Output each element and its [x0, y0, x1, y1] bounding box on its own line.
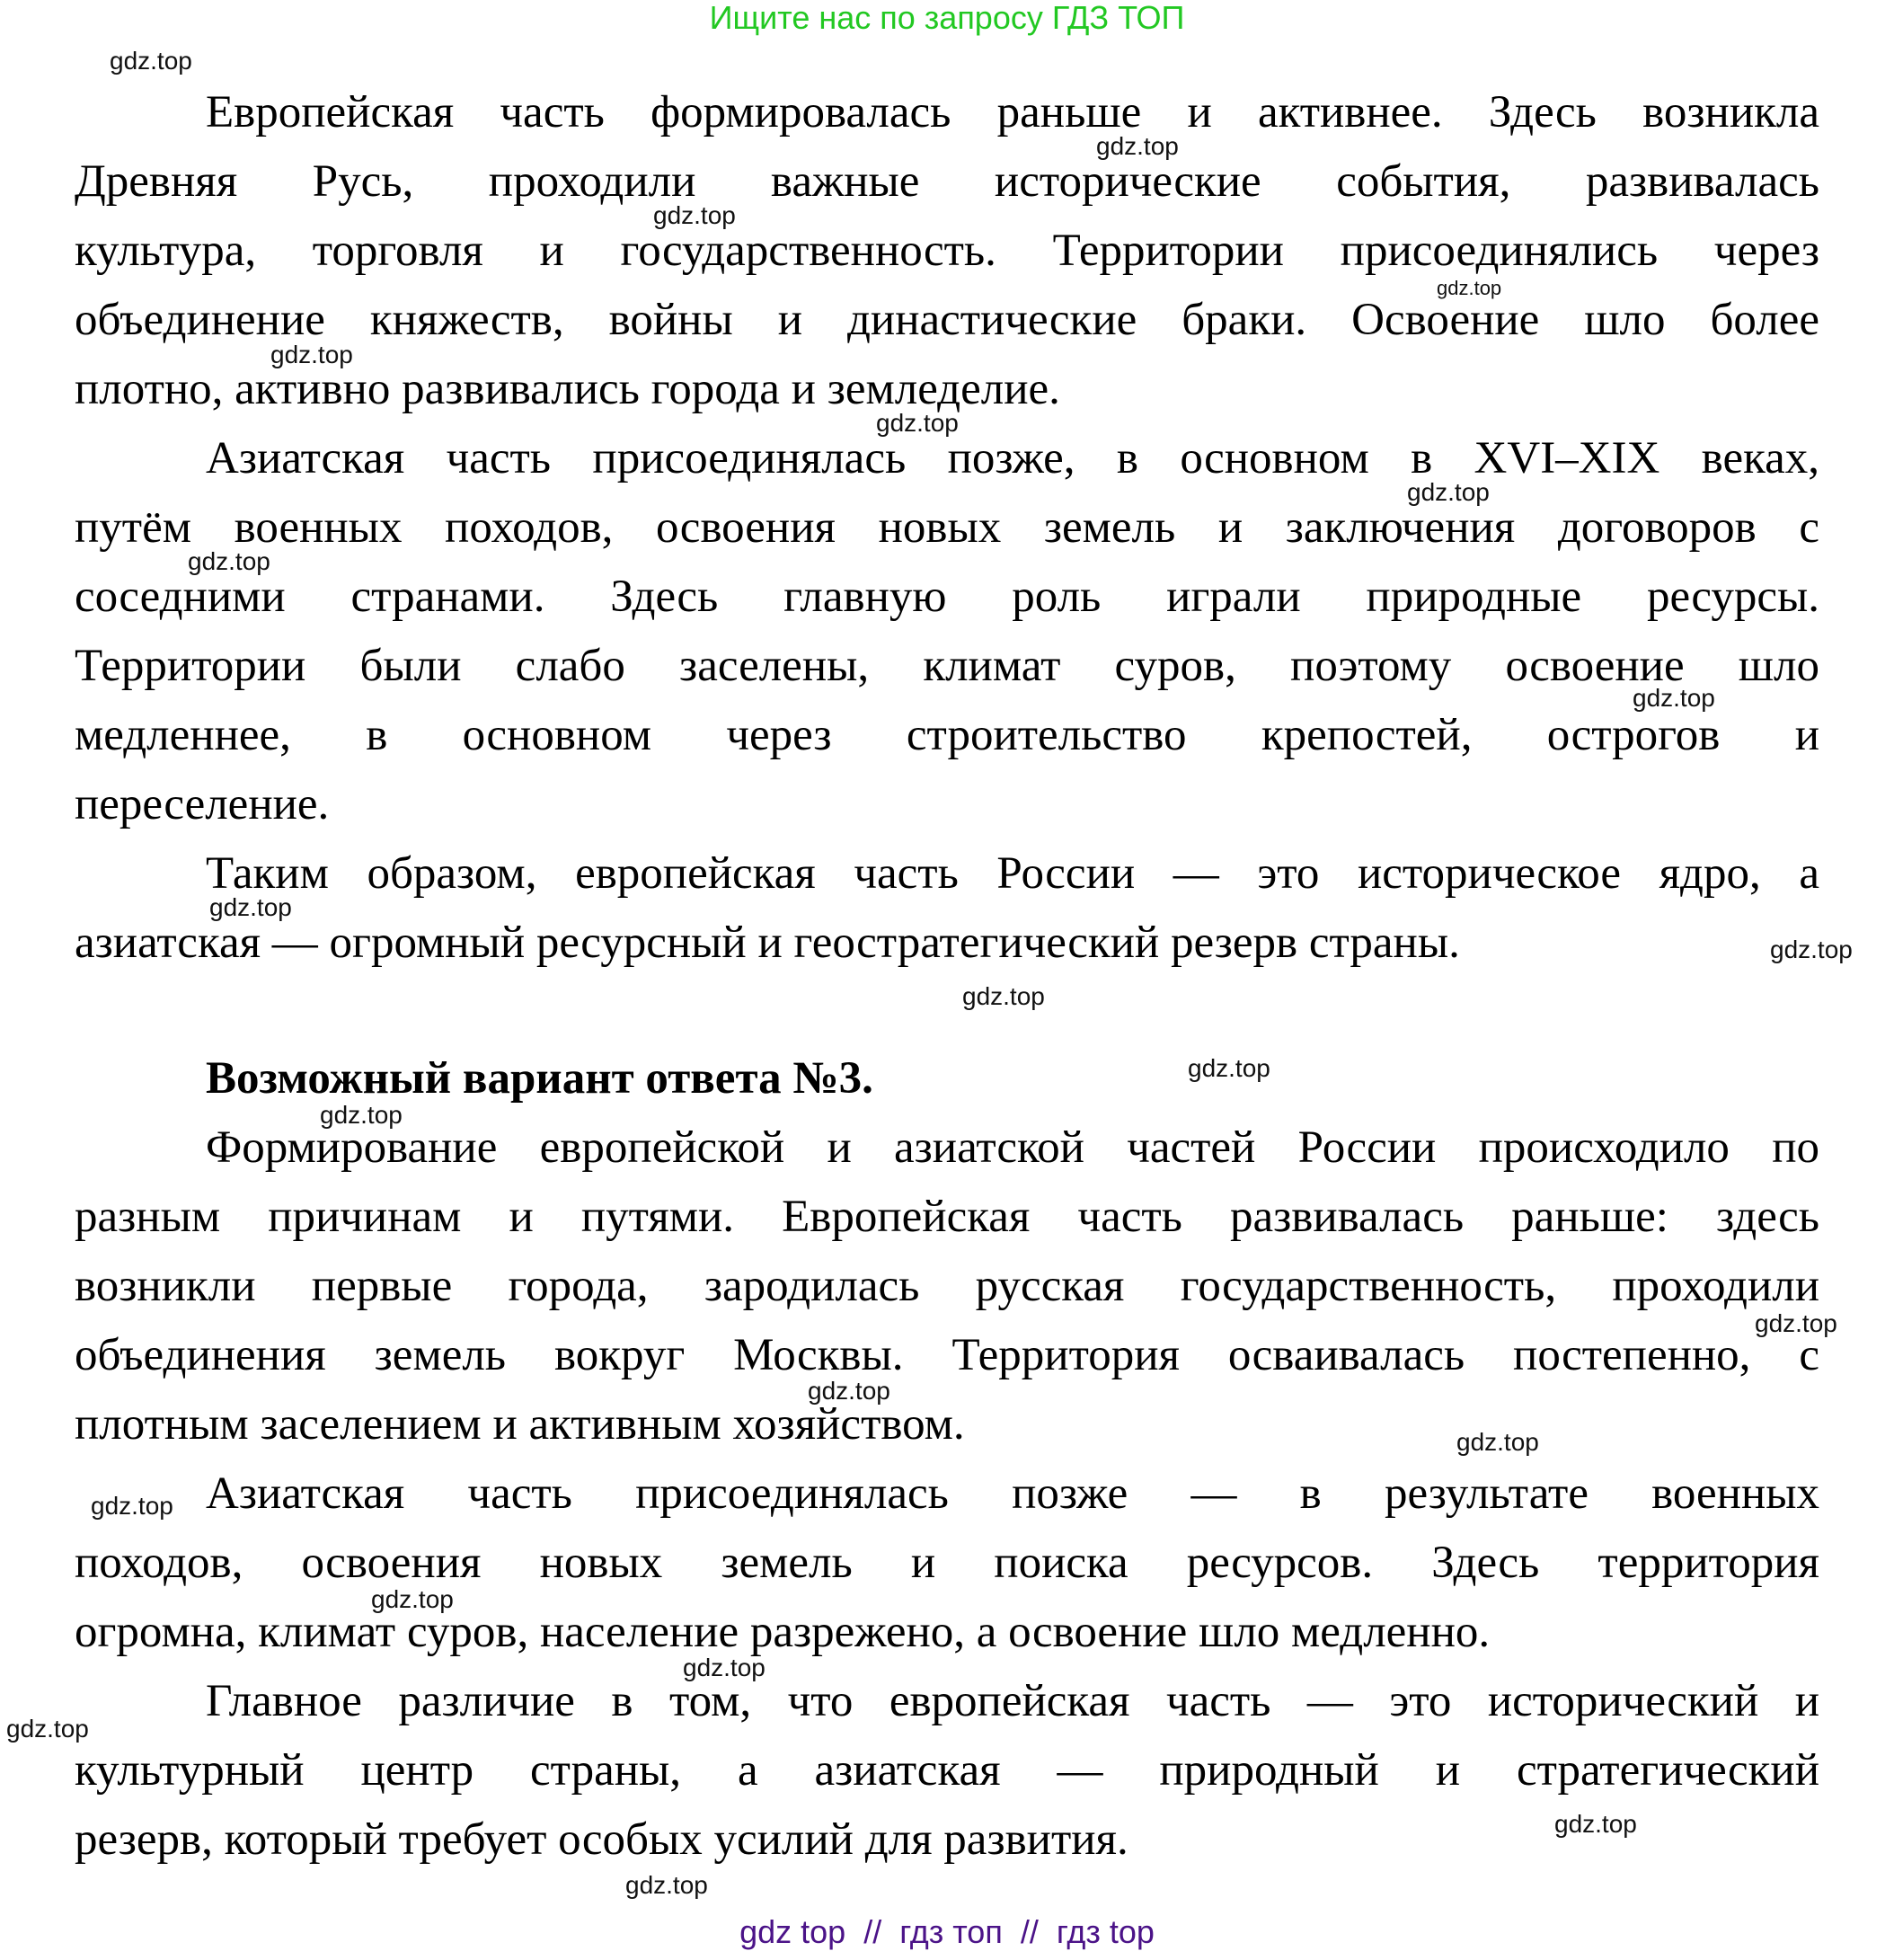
watermark-label: gdz.top — [270, 341, 353, 368]
watermark-label: gdz.top — [962, 982, 1045, 1010]
paragraph — [75, 78, 1819, 424]
search-banner[interactable]: Ищите нас по запросу ГДЗ ТОП — [709, 0, 1185, 36]
watermark-label: gdz.top — [320, 1101, 403, 1129]
watermark-label: gdz.top — [188, 547, 270, 575]
watermark-label: gdz.top — [371, 1585, 454, 1613]
answer-text-block-2 — [75, 1113, 1819, 1875]
text-line: культура, торговля и государственность. Территории присоединялись через — [75, 226, 1819, 276]
watermark-label: gdz.top — [1456, 1428, 1539, 1456]
watermark-label: gdz.top — [1188, 1054, 1270, 1082]
answer-text-block-1 — [75, 78, 1819, 978]
text-line: Таким образом, европейская часть России — это историческое ядро, а — [206, 848, 1819, 899]
text-line: разным причинам и путями. Европейская часть развивалась раньше: здесь — [75, 1192, 1819, 1242]
text-line: Азиатская часть присоединялась позже, в основном в XVI–XIX веках, — [206, 433, 1819, 483]
paragraph — [75, 424, 1819, 839]
watermark-label: gdz.top — [1437, 277, 1502, 299]
text-line: плотным заселением и активным хозяйством. — [75, 1399, 965, 1450]
watermark-label: gdz.top — [683, 1654, 766, 1681]
text-line: Азиатская часть присоединялась позже — в результате военных — [206, 1468, 1819, 1519]
watermark-label: gdz.top — [653, 201, 736, 229]
paragraph — [75, 839, 1819, 978]
text-line: культурный центр страны, а азиатская — природный и стратегический — [75, 1745, 1819, 1796]
watermark-label: gdz.top — [1770, 936, 1853, 963]
watermark-label: gdz.top — [1554, 1810, 1637, 1838]
text-line: Главное различие в том, что европейская часть — это исторический и — [206, 1676, 1819, 1726]
watermark-label: gdz.top — [1407, 478, 1490, 506]
text-line: путём военных походов, освоения новых земель и заключения договоров с — [75, 502, 1819, 553]
text-line: азиатская — огромный ресурсный и геостратегический резерв страны. — [75, 918, 1460, 968]
text-line: плотно, активно развивались города и земледелие. — [75, 364, 1060, 414]
answer-variant-heading: Возможный вариант ответа №3. — [206, 1053, 873, 1104]
text-line: возникли первые города, зародилась русская государственность, проходили — [75, 1261, 1819, 1311]
watermark-label: gdz.top — [1755, 1309, 1837, 1337]
text-line: медленнее, в основном через строительство крепостей, острогов и — [75, 710, 1819, 760]
text-line: Древняя Русь, проходили важные исторические события, развивалась — [75, 156, 1819, 207]
text-line: переселение. — [75, 779, 330, 829]
watermark-label: gdz.top — [110, 47, 192, 75]
text-line: объединение княжеств, войны и династические браки. Освоение шло более — [75, 295, 1819, 345]
footer-links[interactable]: gdz top // гдз топ // гдз top — [739, 1913, 1155, 1950]
paragraph — [75, 1459, 1819, 1667]
text-line: походов, освоения новых земель и поиска ресурсов. Здесь территория — [75, 1538, 1819, 1588]
text-line: огромна, климат суров, население разрежено, а освоение шло медленно. — [75, 1607, 1491, 1657]
text-line: резерв, который требует особых усилий для развития. — [75, 1814, 1128, 1865]
text-line: Территории были слабо заселены, климат суров, поэтому освоение шло — [75, 641, 1819, 691]
watermark-label: gdz.top — [1633, 684, 1715, 712]
watermark-label: gdz.top — [876, 409, 959, 437]
watermark-label: gdz.top — [6, 1715, 89, 1743]
watermark-label: gdz.top — [625, 1871, 708, 1899]
paragraph — [75, 1113, 1819, 1459]
watermark-label: gdz.top — [209, 893, 292, 921]
text-line: соседними странами. Здесь главную роль играли природные ресурсы. — [75, 572, 1819, 622]
watermark-label: gdz.top — [1096, 132, 1179, 160]
watermark-label: gdz.top — [808, 1377, 890, 1405]
text-line: объединения земель вокруг Москвы. Территория осваивалась постепенно, с — [75, 1330, 1819, 1380]
paragraph — [75, 1667, 1819, 1875]
text-line: Европейская часть формировалась раньше и активнее. Здесь возникла — [206, 87, 1819, 137]
text-line: Формирование европейской и азиатской частей России происходило по — [206, 1122, 1819, 1173]
watermark-label: gdz.top — [91, 1492, 173, 1520]
